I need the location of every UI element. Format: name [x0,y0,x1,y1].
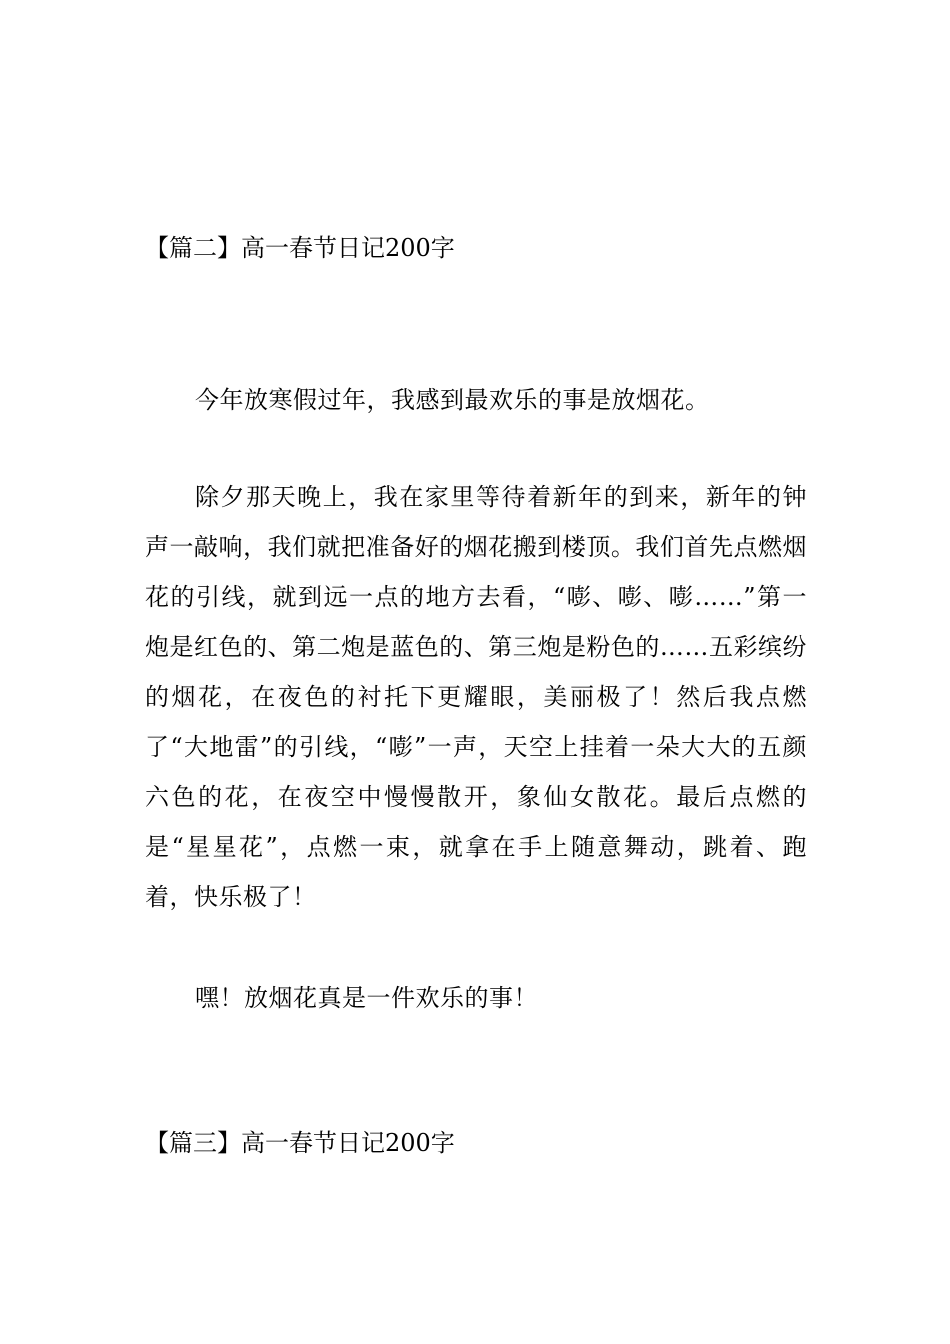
paragraph-2: 除夕那天晚上，我在家里等待着新年的到来，新年的钟声一敲响，我们就把准备好的烟花搬到楼顶。我们首先点燃烟花的引线，就到远一点的地方去看，“嘭、嘭、嘭……”第一炮是红色的、第二炮是蓝色的、第三炮是粉色的……五彩缤纷的烟花，在夜色的衬托下更耀眼，美丽极了！然后我点燃了“大地雷”的引线，“嘭”一声，天空上挂着一朵大大的五颜六色的花，在夜空中慢慢散开，象仙女散花。最后点燃的是“星星花”，点燃一束，就拿在手上随意舞动，跳着、跑着，快乐极了！ [145,483,807,911]
section-3-title: 【篇三】高一春节日记200字 [145,1129,455,1157]
section-2-title: 【篇二】高一春节日记200字 [145,234,455,262]
paragraph-1: 今年放寒假过年，我感到最欢乐的事是放烟花。 [195,386,710,414]
paragraph-3: 嘿！放烟花真是一件欢乐的事！ [195,984,538,1012]
